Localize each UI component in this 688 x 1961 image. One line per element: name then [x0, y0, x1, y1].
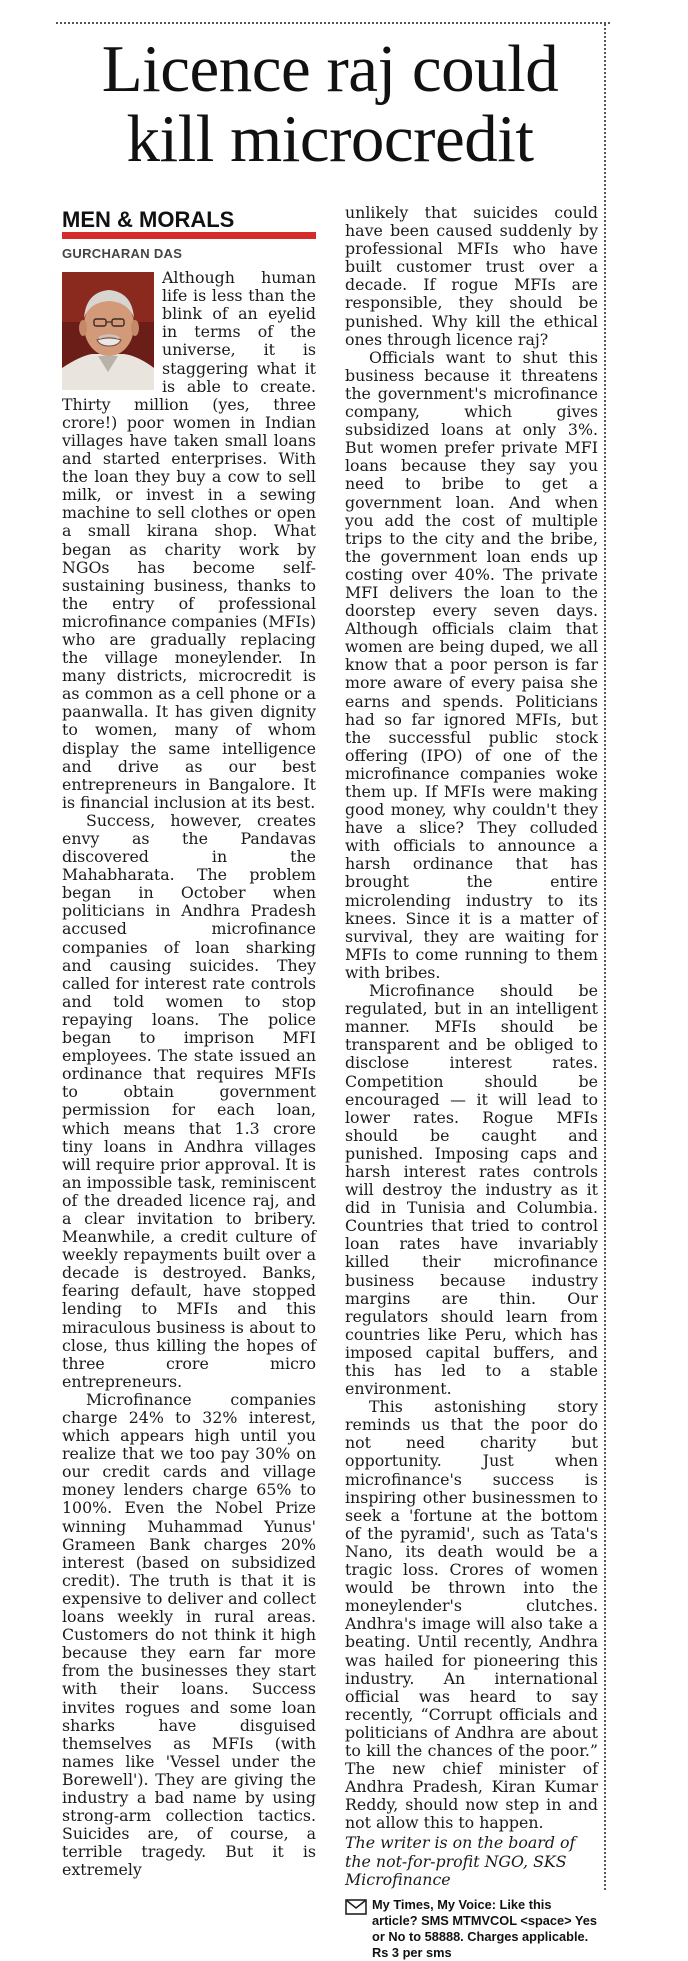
article-headline: Licence raj could kill microcredit	[101, 32, 559, 176]
author-byline: GURCHARAN DAS	[62, 246, 183, 261]
article-column-left	[62, 208, 316, 1884]
article-paragraph: Success, however, creates envy as the Pandavas discovered in the Mahabharata. The problem began in October when politicians in Andhra Pradesh accused microfinance companies of loan sharking and causing suicides. They called for interest rate controls and told women to stop repaying loans. The police began to imprison MFI employees. The state issued an ordinance that requires MFIs to obtain government permission for each loan, which means that 1.3 crore tiny loans in Andhra villages will require prior approval. It is an impossible task, reminiscent of the dreaded licence raj, and a clear invitation to bribery. Meanwhile, a credit culture of weekly repayments built over a decade is destroyed. Banks, fearing default, have stopped lending to MFIs and this miraculous business is about to close, thus killing the hopes of three crore micro entrepreneurs.	[62, 810, 316, 1391]
article-paragraph: Although human life is less than the blink of an eyelid in terms of the universe, it is staggering what it is able to create. Thirty million (yes, three crore!) poor women in Indian villages have taken small loans and started enterprises. With the loan they buy a cow to sell milk, or invest in a sewing machine to sell clothes or open a small kirana shop. What began as charity work by NGOs has become self-sustaining business, thanks to the entry of professional microfinance companies (MFIs) who are gradually replacing the village moneylender. In many districts, microcredit is as common as a cell phone or a paanwalla. It has given dignity to women, many of whom display the same intelligence and drive as our best entrepreneurs in Bangalore. It is financial inclusion at its best.	[62, 268, 316, 812]
article-paragraph: Microfinance companies charge 24% to 32% interest, which appears high until you realize that we too pay 30% on our credit cards and village money lenders charge 65% to 100%. Even the Nobel Prize winning Muhammad Yunus' Grameen Bank charges 20% interest (based on subsidized credit). The truth is that it is expensive to deliver and collect loans weekly in rural areas. Customers do not think it high because they earn far more from the businesses they start with their loans. Success invites rogues and some loan sharks have disguised themselves as MFIs (with names like 'Vessel under the Borewell'). They are giving the industry a bad name by using strong-arm collection tactics. Suicides are, of course, a terrible tragedy. But it is extremely	[62, 1389, 316, 1880]
author-credit: The writer is on the board of the not-for-profit NGO, SKS Microfinance	[345, 1833, 576, 1889]
article-paragraph-continued: unlikely that suicides could have been caused suddenly by professional MFIs who have built customer trust over a decade. If rogue MFIs are responsible, they should be punished. Why kill the ethical ones through licence raj?	[345, 203, 598, 349]
article-paragraph: This astonishing story reminds us that the poor do not need charity but opportunity. Just when microfinance's success is inspiring other businessmen to seek a 'fortune at the bottom of the pyramid', such as Tata's Nano, its death would be a tragic loss. Crores of women would be thrown into the moneylender's clutches. Andhra's image will also take a beating. Until recently, Andhra was hailed for pioneering this industry. An international official was heard to say recently, “Corrupt officials and politicians of Andhra are about to kill the chances of the poor.” The new chief minister of Andhra Pradesh, Kiran Kumar Reddy, should now step in and not allow this to happen.	[345, 1397, 598, 1833]
article-paragraph: Microfinance should be regulated, but in an intelligent manner. MFIs should be transparent and be obliged to disclose interest rates. Competition should be encouraged — it will lead to lower rates. Rogue MFIs should be caught and punished. Imposing caps and harsh interest rates controls will destroy the industry as it did in Tunisia and Columbia. Countries that tried to control loan rates have invariably killed their microfinance business because industry margins are thin. Our regulators should learn from countries like Peru, which has imposed capital buffers, and this has led to a stable environment.	[345, 981, 598, 1399]
sms-feedback-text: My Times, My Voice: Like this article? SMS MTMVCOL <space> Yes or No to 58888. Charges applicable. Rs 3 per sms	[372, 1896, 597, 1960]
author-portrait-icon	[62, 272, 154, 390]
article-paragraph: Officials want to shut this business because it threatens the government's microfinance company, which gives subsidized loans at only 3%. But women prefer private MFI loans because they say you need to bribe to get a government loan. And when you add the cost of multiple trips to the city and the bribe, the government loan ends up costing over 40%. The private MFI delivers the loan to the doorstep every seven days. Although officials claim that women are being duped, we all know that a poor person is far more aware of every paisa she earns and spends. Politicians had so far ignored MFIs, but the successful public stock offering (IPO) of one of the microfinance companies woke them up. If MFIs were making good money, why couldn't they have a slice? They colluded with officials to announce a harsh ordinance that has brought the entire microlending industry to its knees. Since it is a matter of survival, they are waiting for MFIs to come running to them with bribes.	[345, 347, 598, 982]
column-name: MEN & MORALS	[62, 207, 235, 232]
column-accent-bar	[62, 232, 316, 239]
sms-feedback-box	[345, 1897, 598, 1961]
article-column-right	[345, 203, 598, 1960]
envelope-icon	[345, 1899, 367, 1915]
side-dotted-rule	[604, 24, 606, 1890]
top-dotted-rule	[56, 22, 610, 24]
